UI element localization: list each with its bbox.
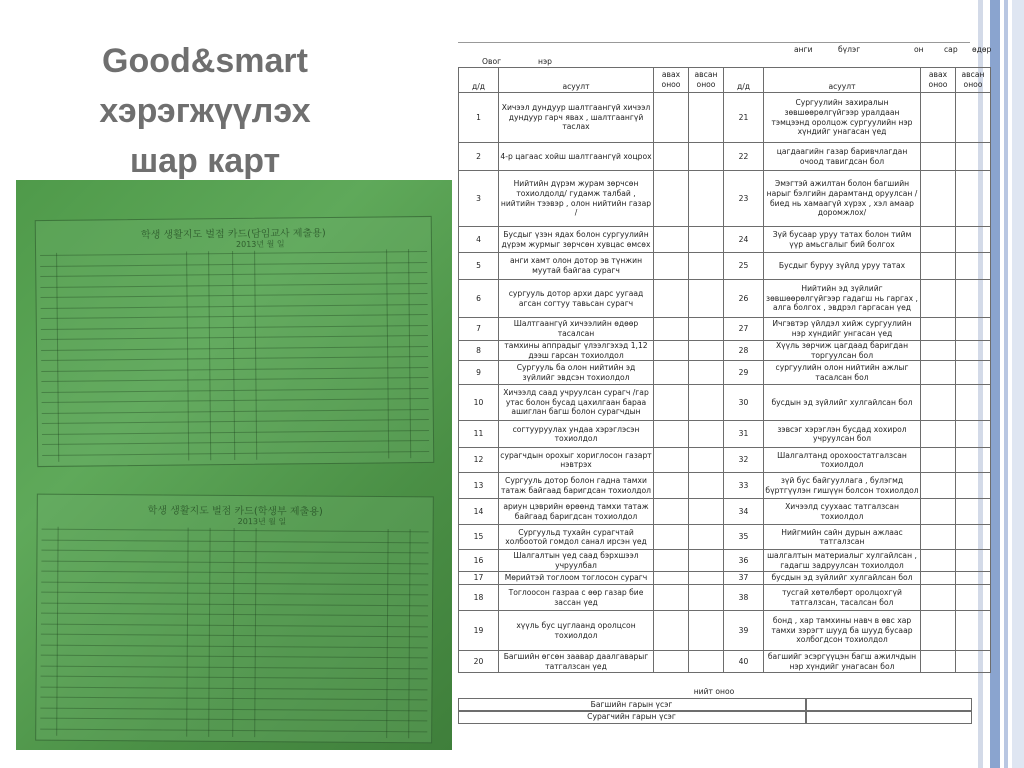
slide-title-line: шар карт <box>129 142 281 180</box>
photo-card-rule <box>41 314 428 319</box>
photo-card-column <box>56 527 58 736</box>
photo-card-rule <box>42 529 429 533</box>
given-score-cell[interactable] <box>689 421 724 448</box>
took-score-cell[interactable] <box>654 361 689 385</box>
photo-card-column <box>254 251 257 460</box>
photo-card-rule <box>42 419 429 424</box>
question-text: Багшийн өгсөн заавар даалгаварыг татгалзсан үед <box>499 651 654 673</box>
took-score-cell[interactable] <box>921 361 956 385</box>
row-number: 27 <box>724 318 764 341</box>
student-signature-box[interactable] <box>805 710 972 724</box>
row-number: 17 <box>459 572 499 585</box>
given-score-cell[interactable] <box>956 473 991 499</box>
question-text: Мөрийтэй тоглоом тоглосон сурагч <box>499 572 654 585</box>
photo-card-title: 학생 생활지도 벌점 카드(담임교사 제출용) <box>140 228 326 241</box>
given-score-cell[interactable] <box>689 448 724 473</box>
col-header-took: авах оноо <box>921 68 956 93</box>
decorative-stripe <box>1004 0 1008 768</box>
row-number: 35 <box>724 525 764 550</box>
photo-card-rule <box>41 581 428 585</box>
given-score-cell[interactable] <box>956 361 991 385</box>
given-score-cell[interactable] <box>689 318 724 341</box>
question-text: зүй бус байгууллага , булэгмд бүртгүүлэн гишүүн болсон тохиолдол <box>764 473 921 499</box>
question-text: Бусдыг буруу зүйлд уруу татах <box>764 253 921 280</box>
slide-title <box>40 36 370 186</box>
took-score-cell[interactable] <box>921 572 956 585</box>
took-score-cell[interactable] <box>654 499 689 525</box>
given-score-cell[interactable] <box>956 143 991 171</box>
given-score-cell[interactable] <box>689 550 724 572</box>
table-header-row <box>459 68 991 93</box>
photo-card-rule <box>41 560 428 564</box>
given-score-cell[interactable] <box>689 143 724 171</box>
question-text: цагдаагийн газар баривчлагдан очоод тавигдсан бол <box>764 143 921 171</box>
photo-card-rule <box>41 623 428 627</box>
row-number: 23 <box>724 171 764 227</box>
took-score-cell[interactable] <box>654 585 689 611</box>
table-row <box>459 143 991 171</box>
table-row <box>459 280 991 318</box>
sheet-name-row <box>458 55 970 67</box>
took-score-cell[interactable] <box>921 318 956 341</box>
photo-card-rule <box>41 335 428 340</box>
took-score-cell[interactable] <box>921 253 956 280</box>
given-score-cell[interactable] <box>956 227 991 253</box>
table-row <box>459 525 991 550</box>
took-score-cell[interactable] <box>921 171 956 227</box>
photo-card-rule <box>41 602 428 606</box>
col-header-num: д/д <box>459 68 499 93</box>
given-score-cell[interactable] <box>956 93 991 143</box>
decorative-stripe <box>990 0 1000 768</box>
given-score-cell[interactable] <box>689 499 724 525</box>
given-score-cell[interactable] <box>689 171 724 227</box>
took-score-cell[interactable] <box>921 385 956 421</box>
question-text: Хичээл дундуур шалтгаангүй хичээл дундуур гарч явах , шалтгаангүй таслах <box>499 93 654 143</box>
photo-card-rule <box>41 293 428 298</box>
photo-card-rule <box>41 634 428 638</box>
photo-card-rule <box>41 303 428 308</box>
question-text: Сургууль дотор болон гадна тамхи татаж байгаад баригдсан тохиолдол <box>499 473 654 499</box>
photo-card-rule <box>41 686 428 690</box>
given-score-cell[interactable] <box>956 385 991 421</box>
teacher-signature-label: Багшийн гарын үсэг <box>590 700 673 709</box>
photo-card-rule <box>40 282 427 287</box>
row-number: 31 <box>724 421 764 448</box>
row-number: 36 <box>724 550 764 572</box>
given-score-cell[interactable] <box>689 585 724 611</box>
took-score-cell[interactable] <box>654 341 689 361</box>
photo-card-rule <box>41 356 428 361</box>
surname-label: Овог <box>482 57 502 66</box>
row-number: 39 <box>724 611 764 651</box>
given-score-cell[interactable] <box>956 253 991 280</box>
table-row <box>459 341 991 361</box>
question-text: согтууруулах ундаа хэрэглэсэн тохиолдол <box>499 421 654 448</box>
question-table <box>458 67 991 673</box>
table-row <box>459 171 991 227</box>
took-score-cell[interactable] <box>921 341 956 361</box>
took-score-cell[interactable] <box>654 253 689 280</box>
given-score-cell[interactable] <box>956 499 991 525</box>
row-number: 26 <box>724 280 764 318</box>
given-score-cell[interactable] <box>956 525 991 550</box>
row-number: 32 <box>724 448 764 473</box>
question-text: Хичээлд суухаас татгалзсан тохиолдол <box>764 499 921 525</box>
photo-card-title: 학생 생활지도 벌점 카드(학생부 제출용) <box>147 505 323 518</box>
took-score-cell[interactable] <box>654 171 689 227</box>
given-score-cell[interactable] <box>689 611 724 651</box>
row-number: 24 <box>724 227 764 253</box>
photo-card-column <box>254 528 256 737</box>
took-score-cell[interactable] <box>921 280 956 318</box>
table-row <box>459 499 991 525</box>
question-text: ариун цэврийн өрөөнд тамхи татаж байгаад баригдсан тохиолдол <box>499 499 654 525</box>
took-score-cell[interactable] <box>654 550 689 572</box>
photo-card-rule <box>42 539 429 543</box>
given-score-cell[interactable] <box>689 361 724 385</box>
question-text: тусгай хөтөлбөрт оролцохгүй татгалзсан, тасалсан бол <box>764 585 921 611</box>
photo-card-rule <box>42 398 429 403</box>
row-number: 40 <box>724 651 764 673</box>
col-header-given: авсан оноо <box>956 68 991 93</box>
took-score-cell[interactable] <box>654 448 689 473</box>
took-score-cell[interactable] <box>921 585 956 611</box>
took-score-cell[interactable] <box>921 651 956 673</box>
photo-card-rule <box>41 655 428 659</box>
student-signature-label: Сурагчийн гарын үсэг <box>587 712 676 721</box>
given-score-cell[interactable] <box>689 280 724 318</box>
row-number: 30 <box>724 385 764 421</box>
given-score-cell[interactable] <box>689 473 724 499</box>
took-score-cell[interactable] <box>654 143 689 171</box>
given-score-cell[interactable] <box>689 572 724 585</box>
photo-card-rule <box>42 408 429 413</box>
photo-card-column <box>186 528 188 737</box>
row-number: 33 <box>724 473 764 499</box>
row-number: 7 <box>459 318 499 341</box>
question-text: Хүүль зөрчиж цагдаад баригдан торгуулсан бол <box>764 341 921 361</box>
table-row <box>459 253 991 280</box>
photo-card-homeroom <box>35 216 435 467</box>
row-number: 2 <box>459 143 499 171</box>
row-number: 11 <box>459 421 499 448</box>
slide-title-line: хэрэгжүүлэх <box>99 92 311 130</box>
photo-card-column <box>386 249 389 458</box>
photo-card-rule <box>40 272 427 277</box>
row-number: 15 <box>459 525 499 550</box>
month-label: сар <box>944 45 958 54</box>
took-score-cell[interactable] <box>921 143 956 171</box>
question-text: тамхины аппрадыг үлээлгэхэд 1,12 дээш гарсан тохиолдол <box>499 341 654 361</box>
row-number: 34 <box>724 499 764 525</box>
day-label: өдөр <box>972 45 992 54</box>
took-score-cell[interactable] <box>654 525 689 550</box>
photo-card-rule <box>41 592 428 596</box>
given-score-cell[interactable] <box>956 550 991 572</box>
table-row <box>459 385 991 421</box>
photo-card-rule <box>40 718 427 722</box>
question-text: шалгалтын материалыг хулгайлсан , гадагш задруулсан тохиолдол <box>764 550 921 572</box>
question-text: Сургуулийн захиралын зөвшөөрөлгүйгээр уралдаан тэмцээнд оролцож сургуулийн нэр хүндийг унагасан үед <box>764 93 921 143</box>
question-text: хүүль бус цуглаанд оролцсон тохиолдол <box>499 611 654 651</box>
row-number: 25 <box>724 253 764 280</box>
took-score-cell[interactable] <box>654 227 689 253</box>
photo-card-rule <box>40 251 427 256</box>
sheet-header-row <box>458 42 992 56</box>
given-score-cell[interactable] <box>689 227 724 253</box>
row-number: 19 <box>459 611 499 651</box>
took-score-cell[interactable] <box>921 550 956 572</box>
question-text: Сургууль ба олон нийтийн эд зүйлийг эвдсэн тохиолдол <box>499 361 654 385</box>
photo-card-rule <box>42 429 429 434</box>
took-score-cell[interactable] <box>654 421 689 448</box>
row-number: 29 <box>724 361 764 385</box>
table-row <box>459 585 991 611</box>
photo-card-rule <box>41 345 428 350</box>
table-row <box>459 550 991 572</box>
table-row <box>459 421 991 448</box>
photo-card-column <box>56 253 59 462</box>
photo-card-column <box>408 249 411 458</box>
photo-card-rule <box>41 324 428 329</box>
table-row <box>459 93 991 143</box>
col-header-took: авах оноо <box>654 68 689 93</box>
row-number: 10 <box>459 385 499 421</box>
photo-card-column <box>208 528 210 737</box>
question-text: Шалтгаангүй хичээлийн өдөөр тасалсан <box>499 318 654 341</box>
took-score-cell[interactable] <box>921 227 956 253</box>
row-number: 16 <box>459 550 499 572</box>
given-score-cell[interactable] <box>689 525 724 550</box>
photo-card-column <box>208 251 211 460</box>
photo-card-rule <box>41 571 428 575</box>
table-row <box>459 611 991 651</box>
question-text: Шалгалтанд орохоостатгалзсан тохиолдол <box>764 448 921 473</box>
question-text: Ичгэвтэр үйлдэл хийж сургуулийн нэр хүндийг унгасан үед <box>764 318 921 341</box>
took-score-cell[interactable] <box>921 611 956 651</box>
class-label: анги <box>794 45 813 54</box>
row-number: 38 <box>724 585 764 611</box>
photo-card-date: 2013년 월 일 <box>237 517 287 527</box>
col-header-num: д/д <box>724 68 764 93</box>
table-row <box>459 227 991 253</box>
photo-card-rule <box>41 550 428 554</box>
table-row <box>459 361 991 385</box>
question-text: Хичээлд саад учруулсан сурагч /гар утас болон бусад цахилгаан бараа ашиглан багш болон сурагчдын <box>499 385 654 421</box>
given-score-cell[interactable] <box>689 385 724 421</box>
col-header-given: авсан оноо <box>689 68 724 93</box>
given-score-cell[interactable] <box>956 611 991 651</box>
row-number: 22 <box>724 143 764 171</box>
green-card-photo <box>16 180 452 750</box>
photo-card-column <box>408 529 410 738</box>
total-score-label: нийт оноо <box>693 687 735 696</box>
row-number: 37 <box>724 572 764 585</box>
photo-card-column <box>232 251 235 460</box>
question-text: бусдын эд зүйлийг хулгайлсан бол <box>764 572 921 585</box>
took-score-cell[interactable] <box>654 385 689 421</box>
photo-card-column <box>232 528 234 737</box>
given-score-cell[interactable] <box>956 318 991 341</box>
photo-card-column <box>186 251 189 460</box>
took-score-cell[interactable] <box>921 499 956 525</box>
question-text: Сургуульд тухайн сурагчтай холбоотой гомдол санал ирсэн үед <box>499 525 654 550</box>
given-score-cell[interactable] <box>956 421 991 448</box>
name-label: нэр <box>538 57 552 66</box>
question-text: Бусдыг үзэн ядах болон сургуулийн дүрэм журмыг зөрчсөн хувцас өмсөх <box>499 227 654 253</box>
row-number: 28 <box>724 341 764 361</box>
row-number: 12 <box>459 448 499 473</box>
given-score-cell[interactable] <box>956 572 991 585</box>
given-score-cell[interactable] <box>956 341 991 361</box>
took-score-cell[interactable] <box>654 651 689 673</box>
row-number: 8 <box>459 341 499 361</box>
took-score-cell[interactable] <box>921 421 956 448</box>
score-sheet <box>458 42 992 726</box>
took-score-cell[interactable] <box>921 448 956 473</box>
took-score-cell[interactable] <box>654 572 689 585</box>
given-score-cell[interactable] <box>956 585 991 611</box>
took-score-cell[interactable] <box>654 611 689 651</box>
photo-card-rule <box>42 440 429 445</box>
took-score-cell[interactable] <box>654 318 689 341</box>
question-text: сурагчдын орохыг хориглосон газарт нэвтрэх <box>499 448 654 473</box>
row-number: 5 <box>459 253 499 280</box>
question-text: Нийгмийн сайн дурын ажлаас татгалзсан <box>764 525 921 550</box>
col-header-question: асуулт <box>764 68 921 93</box>
photo-card-rule <box>42 450 429 455</box>
slide-title-line: Good&smart <box>102 42 308 80</box>
photo-card-rule <box>41 366 428 371</box>
row-number: 20 <box>459 651 499 673</box>
question-text: анги хамт олон дотор эв түнжин муутай байгаа сурагч <box>499 253 654 280</box>
photo-card-student-office <box>35 494 434 744</box>
took-score-cell[interactable] <box>654 93 689 143</box>
row-number: 4 <box>459 227 499 253</box>
given-score-cell[interactable] <box>689 651 724 673</box>
given-score-cell[interactable] <box>956 448 991 473</box>
given-score-cell[interactable] <box>689 93 724 143</box>
took-score-cell[interactable] <box>654 280 689 318</box>
question-text: Эмэгтэй ажилтан болон багшийн нарыг бэлгийн дарамтанд оруулсан / биед нь хамаагүй хүрэх , хэл амаар доромжлох/ <box>764 171 921 227</box>
took-score-cell[interactable] <box>654 473 689 499</box>
col-header-question: асуулт <box>499 68 654 93</box>
question-text: 4-р цагаас хойш шалтгаангүй хоцрох <box>499 143 654 171</box>
question-text: бусдын эд зүйлийг хулгайлсан бол <box>764 385 921 421</box>
table-row <box>459 651 991 673</box>
given-score-cell[interactable] <box>689 341 724 361</box>
question-text: сургууль дотор архи дарс уугаад агсан согтуу тавьсан сурагч <box>499 280 654 318</box>
photo-card-rule <box>41 665 428 669</box>
row-number: 1 <box>459 93 499 143</box>
took-score-cell[interactable] <box>921 525 956 550</box>
row-number: 3 <box>459 171 499 227</box>
photo-card-rule <box>42 387 429 392</box>
row-number: 6 <box>459 280 499 318</box>
photo-card-rule <box>40 697 427 701</box>
question-text: бонд , хар тамхины навч в өвс хар тамхи зэрэгт шууд ба шууд бусаар холбогдсон тохиолдол <box>764 611 921 651</box>
row-number: 9 <box>459 361 499 385</box>
table-row <box>459 473 991 499</box>
given-score-cell[interactable] <box>689 253 724 280</box>
question-text: Зүй бусаар уруу татах болон тийм үүр амьсгалыг бий болгох <box>764 227 921 253</box>
question-text: Шалгалтын үед саад бэрхшээл учруулбал <box>499 550 654 572</box>
photo-card-rule <box>40 728 427 732</box>
question-text: Нийтийн дүрэм журам зөрчсөн тохиолдолд/ гудамж талбай , нийтийн тээвэр , олон нийтийн газар / <box>499 171 654 227</box>
given-score-cell[interactable] <box>956 171 991 227</box>
year-label: он <box>914 45 924 54</box>
table-row <box>459 572 991 585</box>
photo-card-date: 2013년 월 일 <box>235 239 285 249</box>
table-row <box>459 448 991 473</box>
question-text: Нийтийн эд зүйлийг зөвшөөрөлгүйгээр гадагш нь гаргах , алга болгох , эвдрэл гаргасан үед <box>764 280 921 318</box>
took-score-cell[interactable] <box>921 473 956 499</box>
photo-card-column <box>386 529 388 738</box>
given-score-cell[interactable] <box>956 651 991 673</box>
question-text: Тоглоосон газраа с өөр газар бие зассан үед <box>499 585 654 611</box>
photo-card-rule <box>41 377 428 382</box>
row-number: 14 <box>459 499 499 525</box>
row-number: 13 <box>459 473 499 499</box>
photo-card-rule <box>40 707 427 711</box>
took-score-cell[interactable] <box>921 93 956 143</box>
table-row <box>459 318 991 341</box>
row-number: 21 <box>724 93 764 143</box>
group-label: бүлэг <box>838 45 861 54</box>
photo-card-rule <box>40 261 427 266</box>
question-text: сургуулийн олон нийтийн ажлыг тасалсан бол <box>764 361 921 385</box>
row-number: 18 <box>459 585 499 611</box>
question-text: багшийг эсэргүүцэн багш ажилчдын нэр хүндийг унагасан бол <box>764 651 921 673</box>
given-score-cell[interactable] <box>956 280 991 318</box>
question-text: зэвсэг хэрэглэн бусдад хохирол учруулсан бол <box>764 421 921 448</box>
photo-card-rule <box>41 676 428 680</box>
photo-card-rule <box>41 613 428 617</box>
photo-card-rule <box>41 644 428 648</box>
decorative-stripe <box>1012 0 1024 768</box>
